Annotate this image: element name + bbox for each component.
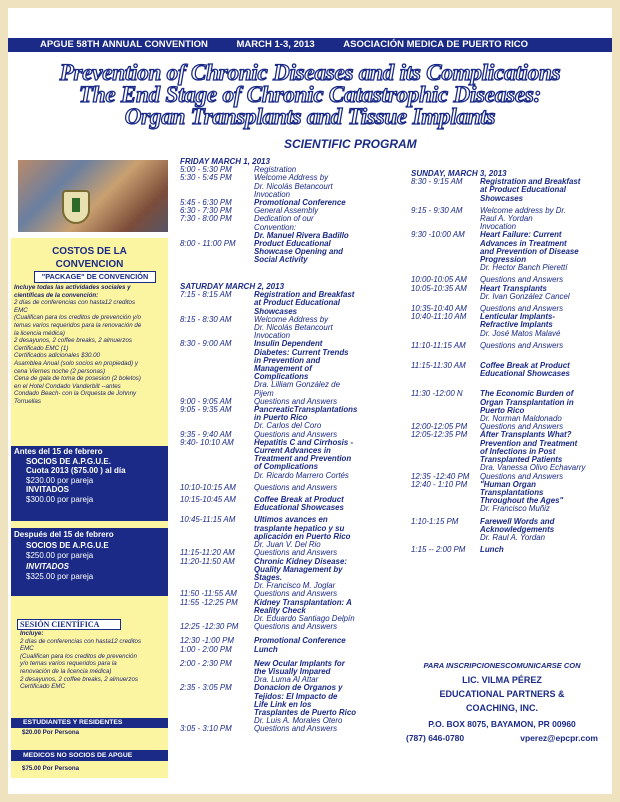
session-info-line: Dr. Nicolás Betancourt — [254, 323, 333, 333]
session-info-line: Questions and Answers — [480, 304, 564, 314]
session-title-line: After Transplants What? — [480, 430, 572, 440]
schedule-details — [254, 291, 402, 316]
session-title-line: Farewell Words and — [480, 516, 555, 526]
session-info-line: Dra. Vanessa Olivo Echavarry — [480, 463, 586, 473]
session-info-line: Welcome Address by — [254, 314, 329, 324]
schedule-details — [254, 484, 402, 492]
association-logo — [62, 190, 90, 224]
schedule-details — [480, 207, 611, 232]
session-info-line: Dr. José Matos Malavé — [480, 328, 561, 338]
schedule-time: 8:30 - 9:15 AM — [411, 177, 463, 187]
pkg-line: Torruellas — [14, 397, 41, 405]
sesion-line: 2 desayunos, 2 coffee breaks, 2 almuerzos — [20, 675, 138, 683]
session-title-line: Registration and Breakfast — [480, 177, 581, 187]
session-info-line: Questions and Answers — [480, 275, 564, 285]
pkg-line: científicas de la convención: — [14, 291, 99, 299]
schedule-time: 11:55 -12:25 PM — [180, 597, 238, 607]
session-info-line: Invocation — [254, 189, 290, 199]
session-title-line: Tejidos: El Impacto de — [254, 691, 338, 701]
session-title-line: and Prevention of Disease — [480, 246, 579, 256]
schedule-time: 5:00 - 5:30 PM — [180, 165, 232, 175]
banner-convention: APGUE 58TH ANNUAL CONVENTION — [40, 39, 208, 50]
schedule-details — [480, 546, 611, 554]
schedule-item — [180, 725, 402, 733]
schedule-item — [411, 342, 611, 350]
session-title-line: Treatment and Prevention — [254, 454, 352, 464]
despues-line: $250.00 por pareja — [26, 551, 94, 560]
schedule-time: 12:00-12:05 PM — [411, 422, 468, 432]
schedule-details — [254, 316, 402, 341]
session-info-line: Dra. Luma Al Attar — [254, 675, 319, 685]
schedule-time: 10:05-10:35 AM — [411, 283, 467, 293]
schedule-item — [180, 291, 402, 316]
schedule-time: 12:30 -1:00 PM — [180, 636, 234, 646]
session-title-line: New Ocular Implants for — [254, 658, 345, 668]
schedule-item — [180, 484, 402, 492]
schedule-time: 10:15-10:45 AM — [180, 495, 236, 505]
session-title-line: Progression — [480, 255, 527, 265]
schedule-item — [411, 546, 611, 554]
schedule-item — [180, 558, 402, 591]
session-title-line: Complications — [254, 372, 309, 382]
session-title-line: Coffee Break at Product — [480, 361, 570, 371]
session-info-line: Dedication of our — [254, 214, 314, 224]
schedule-details — [254, 215, 402, 240]
pkg-line: temas varios requeridos para la renovación de — [14, 321, 142, 329]
scientific-session-details — [20, 630, 141, 691]
schedule-item — [180, 174, 402, 199]
session-info-line: Dr. Luis A. Morales Otero — [254, 716, 343, 726]
schedule-details — [480, 518, 611, 543]
session-info-line: Dr. Hector Banch Pierettí — [480, 263, 568, 273]
top-banner — [8, 38, 612, 52]
session-title-line: "Human Organ — [480, 479, 536, 489]
session-info-line: Questions and Answers — [254, 548, 338, 558]
schedule-time: 5:30 - 5:45 PM — [180, 173, 232, 183]
friday-schedule — [180, 158, 402, 265]
session-title-line: Transplantations — [480, 487, 544, 497]
session-info-line: Dr. Carlos del Coro — [254, 421, 322, 431]
session-title-line: trasplante hepatico y su — [254, 523, 345, 533]
schedule-details — [254, 725, 402, 733]
schedule-item — [180, 215, 402, 240]
sesion-line: Certificado EMC — [20, 683, 66, 691]
schedule-item — [180, 623, 402, 631]
schedule-details — [254, 660, 402, 685]
pkg-line: la licencia médica) — [14, 329, 65, 337]
session-title-line: Life Link en los — [254, 699, 312, 709]
session-title-line: at Product Educational — [480, 185, 566, 195]
schedule-time: 9:30 -10:00 AM — [411, 230, 465, 240]
session-title-line: the Visually Impared — [254, 666, 331, 676]
session-title-line: Lunch — [480, 545, 504, 555]
schedule-time: 11:30 -12:00 N — [411, 389, 463, 399]
session-title-line: Management of — [254, 364, 312, 374]
session-info-line: Questions and Answers — [480, 471, 564, 481]
schedule-details — [254, 439, 402, 480]
schedule-details — [254, 646, 402, 654]
session-title-line: Showcases — [480, 193, 523, 203]
package-label: "PACKAGE" DE CONVENCIÓN — [34, 271, 156, 283]
schedule-time: 12:35 -12:40 PM — [411, 471, 470, 481]
schedule-item — [411, 518, 611, 543]
pkg-line: EMC — [14, 306, 28, 314]
session-info-line: Questions and Answers — [480, 422, 564, 432]
schedule-time: 2:00 - 2:30 PM — [180, 658, 232, 668]
session-title-line: Lunch — [254, 644, 278, 654]
students-price: $20.00 Por Persona — [22, 729, 80, 736]
session-info-line: Questions and Answers — [254, 589, 338, 599]
schedule-item — [411, 207, 611, 232]
session-title-line: Dr. Manuel Rivera Badillo — [254, 230, 349, 240]
schedule-time: 9:35 - 9:40 AM — [180, 429, 232, 439]
pkg-line: (Cualifican para los creditos de prevención y/o — [14, 314, 141, 322]
session-info-line: Dr. Francisco Muñiz — [480, 504, 550, 514]
contact-heading: PARA INSCRIPCIONESCOMUNICARSE CON — [423, 661, 581, 670]
session-info-line: Registration — [254, 165, 297, 175]
schedule-item — [411, 431, 611, 472]
sesion-line: EMC — [20, 645, 34, 653]
contact-email[interactable]: vperez@epcpr.com — [520, 733, 598, 743]
session-title-line: Registration and Breakfast — [254, 290, 355, 300]
schedule-details — [254, 623, 402, 631]
pkg-line: Certificado EMC (1) — [14, 344, 69, 352]
antes-line: $230.00 por pareja — [26, 475, 94, 485]
friday-heading: FRIDAY MARCH 1, 2013 — [180, 157, 270, 166]
costs-title-line-2: CONVENCION — [55, 259, 124, 270]
schedule-time: 10:00-10:05 AM — [411, 275, 467, 285]
title-line-3: Organ Transplants and Tissue Implants — [124, 104, 496, 129]
schedule-time: 9:00 - 9:05 AM — [180, 396, 232, 406]
schedule-item — [180, 684, 402, 725]
session-title-line: at Product Educational — [254, 298, 340, 308]
banner-association: ASOCIACIÓN MEDICA DE PUERTO RICO — [343, 39, 529, 50]
schedule-item — [411, 390, 611, 423]
session-title-line: Educational Showcases — [480, 369, 570, 379]
contact-org-line-2: COACHING, INC. — [466, 703, 538, 713]
schedule-time: 12:40 - 1:10 PM — [411, 479, 468, 489]
session-info-line: Questions and Answers — [254, 429, 338, 439]
session-info-line: Raul A. Yordan — [480, 214, 533, 224]
session-info-line: General Assembly — [254, 206, 319, 216]
session-title-line: in Prevention and — [254, 355, 321, 365]
session-title-line: Throughout the Ages" — [480, 496, 564, 506]
schedule-item — [180, 439, 402, 480]
session-info-line: Dr. Ricardo Marrero Cortés — [254, 470, 349, 480]
pkg-line: 2 días de conferencias con hasta12 creditos — [14, 299, 136, 307]
antes-line: $300.00 por pareja — [26, 494, 94, 504]
pkg-line: Cena de gala de toma de posesion (2 boletos) — [14, 375, 141, 383]
session-title-line: Donacion de Organos y — [254, 683, 343, 693]
pkg-line: Condado Beach- con la Orquesta de Johnny — [14, 390, 137, 398]
schedule-item — [180, 646, 402, 654]
despues-line: INVITADOS — [26, 561, 69, 571]
registration-contact — [396, 660, 608, 744]
saturday-heading: SATURDAY MARCH 2, 2013 — [180, 282, 285, 291]
session-title-line: Puerto Rico — [480, 405, 525, 415]
schedule-time: 1:10-1:15 PM — [411, 516, 459, 526]
session-title-line: PancreaticTransplantations — [254, 405, 358, 415]
schedule-details — [254, 496, 402, 512]
schedule-details — [254, 516, 402, 549]
schedule-details — [254, 558, 402, 591]
schedule-time: 9:15 - 9:30 AM — [411, 205, 463, 215]
session-info-line: Dra. Lilliam González de — [254, 380, 340, 390]
session-info-line: Dr. Nicolás Betancourt — [254, 181, 333, 191]
session-title-line: Hepatitis C and Cirrhosis - — [254, 437, 354, 447]
despues-line: SOCIOS DE A.P.G.U.E — [26, 540, 109, 550]
sesion-line: Incluye: — [20, 630, 44, 637]
schedule-details — [480, 481, 611, 514]
saturday-schedule — [180, 283, 402, 734]
session-info-line: Dr. Ivan González Cancel — [480, 291, 570, 301]
session-title-line: Product Educational — [254, 239, 331, 249]
session-title-line: Current Advances in — [254, 446, 331, 456]
schedule-item — [180, 496, 402, 512]
schedule-time: 7:15 - 8:15 AM — [180, 290, 232, 300]
schedule-time: 6:30 - 7:30 PM — [180, 206, 232, 216]
schedule-time: 11:10-11:15 AM — [411, 340, 466, 350]
session-title-line: Promotional Conference — [254, 198, 346, 208]
pkg-line: 2 desayunos, 2 coffee breaks, 2 almuerzos — [14, 337, 132, 345]
session-title-line: Chronic Kidney Disease: — [254, 556, 347, 566]
session-title-line: of Infections in Post — [480, 446, 556, 456]
session-title-line: Acknowledgements — [480, 524, 555, 534]
contact-phone: (787) 646-0780 — [406, 733, 465, 743]
schedule-details — [254, 240, 402, 265]
session-info-line: Pijem — [254, 388, 274, 398]
schedule-time: 8:15 - 8:30 AM — [180, 314, 232, 324]
session-title-line: Reality Check — [254, 605, 306, 615]
pkg-line: Incluye todas las actividades sociales y — [14, 284, 131, 291]
session-title-line: Lenticular Implants- — [480, 312, 555, 322]
session-title-line: Showcases — [254, 306, 297, 316]
session-info-line: Welcome address by Dr. — [480, 205, 566, 215]
schedule-item — [411, 231, 611, 272]
schedule-details — [254, 406, 402, 431]
schedule-details — [480, 431, 611, 472]
schedule-item — [411, 362, 611, 378]
schedule-item — [180, 516, 402, 549]
medical-collage-image — [18, 160, 168, 232]
sesion-line: (Cualifican para los creditos de prevención — [20, 652, 137, 660]
schedule-time: 11:20-11:50 AM — [180, 556, 235, 566]
schedule-details — [254, 684, 402, 725]
pkg-line: Certificados adicionales $30.00 — [14, 352, 100, 360]
contact-address: P.O. BOX 8075, BAYAMON, PR 00960 — [428, 719, 576, 729]
session-title-line: Insulin Dependent — [254, 339, 323, 349]
schedule-details — [480, 178, 611, 203]
before-deadline-title: Antes del 15 de febrero — [14, 447, 103, 456]
session-title-line: The Economic Burden of — [480, 389, 574, 399]
session-info-line: Questions and Answers — [254, 622, 338, 632]
session-title-line: Kidney Transplantation: A — [254, 597, 352, 607]
schedule-details — [254, 174, 402, 199]
antes-line: INVITADOS — [26, 485, 69, 494]
session-info-line: Welcome Address by — [254, 173, 329, 183]
sesion-line: y/o temas varios requeridos para la — [20, 660, 117, 668]
schedule-item — [411, 285, 611, 301]
session-info-line: Invocation — [254, 331, 290, 341]
session-title-line: Heart Failure: Current — [480, 230, 562, 240]
schedule-time: 10:35-10:40 AM — [411, 304, 467, 314]
session-info-line: Questions and Answers — [254, 396, 338, 406]
schedule-item — [411, 178, 611, 203]
contact-org-line-1: EDUCATIONAL PARTNERS & — [439, 689, 565, 699]
schedule-time: 9:40- 10:10 AM — [180, 437, 234, 447]
schedule-time: 12:25 -12:30 PM — [180, 622, 239, 632]
sunday-schedule — [411, 170, 611, 554]
schedule-item — [180, 316, 402, 341]
title-line-2: The End Stage of Chronic Catastrophic Diseases: — [78, 82, 542, 107]
students-title: ESTUDIANTES Y RESIDENTES — [11, 718, 168, 728]
session-title-line: aplicación en Puerto Rico — [254, 531, 351, 541]
schedule-time: 5:45 - 6:30 PM — [180, 198, 232, 208]
schedule-time: 8:00 - 11:00 PM — [180, 239, 236, 249]
session-title-line: Quality Management by — [254, 564, 343, 574]
session-info-line: Questions and Answers — [480, 340, 564, 350]
schedule-details — [480, 231, 611, 272]
schedule-time: 10:40-11:10 AM — [411, 312, 467, 322]
session-title-line: Trasplantes de Puerto Rico — [254, 707, 357, 717]
schedule-details — [480, 313, 611, 338]
session-title-line: of Complications — [254, 462, 319, 472]
despues-line: $325.00 por pareja — [26, 572, 94, 581]
schedule-details — [480, 342, 611, 350]
after-deadline-title: Después del 15 de febrero — [14, 530, 114, 539]
schedule-item — [180, 340, 402, 397]
session-title-line: Organ Transplantation in — [480, 397, 574, 407]
antes-line: Cuota 2013 ($75.00 ) al día — [26, 466, 126, 475]
non-member-doctors-price: $75.00 Por Persona — [22, 765, 80, 772]
session-title-line: Transplanted Patients — [480, 455, 563, 465]
session-info-line: Convention: — [254, 222, 297, 232]
schedule-time: 9:05 - 9:35 AM — [180, 405, 232, 415]
schedule-details — [480, 285, 611, 301]
session-info-line: Dr. Francisco M. Joglar — [254, 581, 336, 591]
session-title-line: Heart Transplants — [480, 283, 547, 293]
schedule-time: 10:10-10:15 AM — [180, 482, 236, 492]
schedule-time: 11:15-11:20 AM — [180, 548, 235, 558]
schedule-time: 1:00 - 2:00 PM — [180, 644, 232, 654]
schedule-item — [180, 660, 402, 685]
session-title-line: in Puerto Rico — [254, 413, 308, 423]
schedule-time: 1:15 -- 2:00 PM — [411, 545, 466, 555]
sunday-heading: SUNDAY, MARCH 3, 2013 — [411, 169, 507, 178]
session-title-line: Refractive Implants — [480, 320, 553, 330]
package-details — [14, 284, 141, 406]
schedule-details — [480, 390, 611, 423]
schedule-time: 3:05 - 3:10 PM — [180, 724, 232, 734]
title-line-1: Prevention of Chronic Diseases and its Complications — [59, 60, 561, 85]
session-info-line: Dr. Juan V. Del Rio — [254, 540, 321, 550]
schedule-details — [254, 340, 402, 397]
schedule-item — [180, 406, 402, 431]
scientific-session-label: SESIÓN CIENTÍFICA — [17, 619, 121, 630]
banner-dates: MARCH 1-3, 2013 — [236, 39, 315, 50]
schedule-details — [254, 599, 402, 624]
session-title-line: Advances in Treatment — [480, 238, 567, 248]
schedule-details — [480, 362, 611, 378]
schedule-time: 8:30 - 9:00 AM — [180, 339, 232, 349]
schedule-item — [411, 313, 611, 338]
schedule-item — [411, 481, 611, 514]
contact-name: LIC. VILMA PÉREZ — [462, 675, 542, 685]
session-title-line: Ultimos avances en — [254, 515, 328, 525]
schedule-time: 11:15-11:30 AM — [411, 361, 466, 371]
sesion-line: renovación de la licencia médica) — [20, 667, 112, 675]
session-title-line: Prevention and Treatment — [480, 438, 578, 448]
session-info-line: Questions and Answers — [254, 724, 338, 734]
session-title-line: Stages. — [254, 572, 283, 582]
pkg-line: cena Viernes noche (2 personas) — [14, 367, 106, 375]
schedule-item — [180, 599, 402, 624]
session-title-line: Educational Showcases — [254, 503, 344, 513]
non-member-doctors-title: MEDICOS NO SOCIOS DE APGUE — [11, 750, 168, 761]
antes-line: SOCIOS DE A.P.G.U.E. — [26, 456, 111, 466]
pkg-line: en el Hotel Condado Vanderbilt --antes — [14, 382, 121, 390]
session-title-line: Promotional Conference — [254, 636, 346, 646]
session-info-line: Dr. Raul A. Yordan — [480, 532, 546, 542]
session-info-line: Dr. Norman Maldonado — [480, 414, 562, 424]
session-title-line: Showcase Opening and — [254, 247, 344, 257]
sesion-line: 2 días de conferencias con hasta12 creditos — [20, 637, 142, 645]
pkg-line: Asamblea Anual (solo socios en propiedad) y — [14, 359, 138, 367]
session-info-line: Dr. Eduardo Santiago Delpín — [254, 613, 355, 623]
schedule-time: 12:05-12:35 PM — [411, 430, 468, 440]
session-info-line: Invocation — [480, 222, 516, 232]
program-subtitle: SCIENTIFIC PROGRAM — [284, 137, 417, 151]
costs-title-line-1: COSTOS DE LA — [52, 246, 127, 257]
session-title-line: Coffee Break at Product — [254, 495, 344, 505]
session-info-line: Questions and Answers — [254, 482, 338, 492]
session-title-line: Social Activity — [254, 255, 308, 265]
schedule-time: 11:50 -11:55 AM — [180, 589, 237, 599]
session-title-line: Diabetes: Current Trends — [254, 347, 349, 357]
schedule-time: 10:45-11:15 AM — [180, 515, 236, 525]
schedule-time: 7:30 - 8:00 PM — [180, 214, 232, 224]
schedule-time: 2:35 - 3:05 PM — [180, 683, 232, 693]
schedule-item — [180, 240, 402, 265]
